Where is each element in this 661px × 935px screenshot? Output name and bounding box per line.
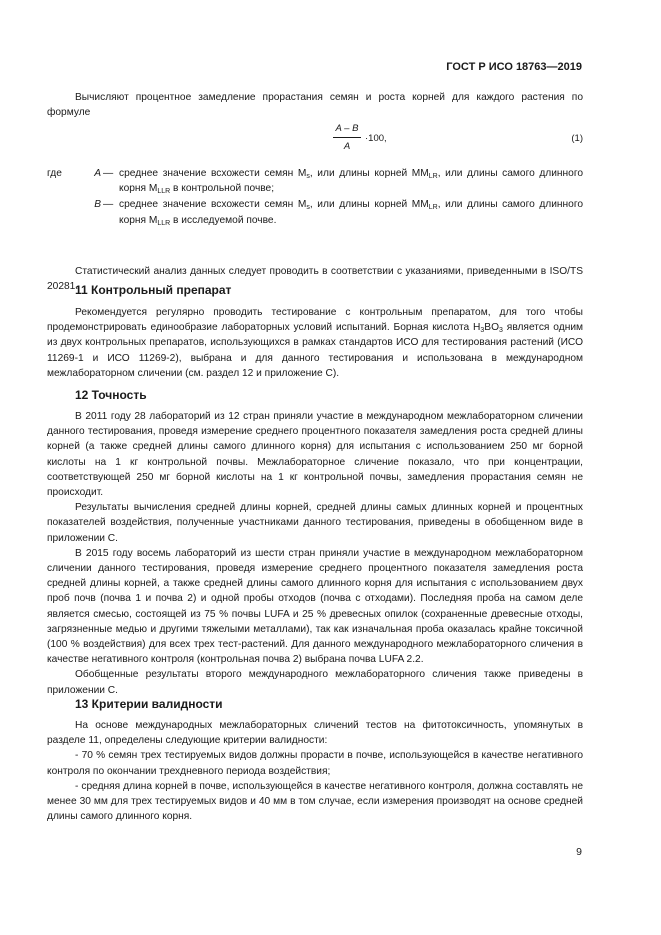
formula-fraction <box>333 123 361 153</box>
validity-criterion-2: - средняя длина корней в почве, использующейся в качестве негативного контроля, должна составлять не менее 30 мм для трех тестируемых видов и 40 мм в том случае, если измерения производят на основе средней длины самого длинного корня. <box>47 780 583 823</box>
definition-text: среднее значение всхожести семян $M_s$, или длины корней $MM_{LR}$, или длины самого длинного корня $M_{LLR}$ в исследуемой почве. <box>119 199 583 227</box>
formula-1 <box>47 123 583 155</box>
formula-multiplier: ·100, <box>365 133 387 144</box>
formula-number: (1) <box>571 133 583 144</box>
section-13-paragraph: На основе международных межлабораторных сличений тестов на фитотоксичность, упомянутых в разделе 11, определены следующие критерии валидности: <box>47 720 583 747</box>
section-12-paragraph-2: Результаты вычисления средней длины корней, средней длины самых длинных корней и процентных показателей воздействия, полученные участниками данного тестирования, приведены в обобщенном виде в приложении С. <box>47 502 583 544</box>
section-12-title: 12 Точность <box>75 388 147 402</box>
definition-symbol: B <box>94 199 101 211</box>
definition-a <box>47 166 583 196</box>
section-11-title: 11 Контрольный препарат <box>75 283 232 297</box>
section-13-title: 13 Критерии валидности <box>75 697 223 711</box>
definition-text: среднее значение всхожести семян $M_s$, или длины корней $MM_{LR}$, или длины самого длинного корня $M_{LLR}$ в контрольной почве; <box>119 168 583 196</box>
where-definitions <box>47 166 583 228</box>
stat-paragraph: Статистический анализ данных следует проводить в соответствии с указаниями, приведенными в ISO/TS 20281. <box>47 266 583 293</box>
section-13 <box>47 696 583 824</box>
intro-block <box>47 90 583 120</box>
validity-criterion-1: - 70 % семян трех тестируемых видов должны прорасти в почве, использующейся в качестве негативного контроля по окончании трехдневного периода воздействия; <box>47 750 583 777</box>
definition-symbol: A <box>94 168 101 179</box>
definition-b <box>47 197 583 227</box>
intro-paragraph: Вычисляют процентное замедление прорастания семян и роста корней для каждого растения по формуле <box>47 92 583 119</box>
formula-denominator: A <box>343 141 351 152</box>
section-12-paragraph-1: В 2011 году 28 лабораторий из 12 стран приняли участие в международном межлабораторном сличении данного тестирования, проведя измерение среднего процентного показателя замедления роста средней длины корней (а также средней длины самого длинного корня) для испытания с использованием 250 мг борной кислоты на 1 кг контрольной почвы. Межлабораторное сличение показало, что при концентрации, соответствующей 250 мг борной кислоты на 1 кг контрольной почвы, замедления прорастания семян не происходит. <box>47 411 583 499</box>
definition-dash: — <box>103 199 114 211</box>
page-number: 9 <box>576 846 582 858</box>
section-11-paragraph: Рекомендуется регулярно проводить тестирование с контрольным препаратом, для того чтобы продемонстрировать единообразие лабораторных условий испытаний. Борная кислота $H_3BO_3$ является одним из двух контрольных препаратов, использующихся в рамках стандартов ИСО для тестирования растений (ИСО 11269-1 и ИСО 11269-2), выбрана и для данного тестирования и использована в международном межлабораторном сличении (см. раздел 12 и приложение С). <box>47 307 584 379</box>
standard-header: ГОСТ Р ИСО 18763—2019 <box>446 61 582 73</box>
section-12-paragraph-3: В 2015 году восемь лабораторий из шести стран приняли участие в международном межлабораторном сличении данного тестирования, проведя измерение среднего процентного показателя замедления роста средней длины корней, а также средней длины самого длинного корня для испытания с использованием двух проб почв (почва 1 и почва 2) и одной пробы отходов (почва с отходами). Последняя проба на самом деле является смесью, состоящей из 75 % почвы LUFA и 25 % древесных опилок (сохраненные древесные отходы, загрязненные медью и другими тяжелыми металлами), так как изначальная проба оказалась крайне токсичной (100 % воздействия) для всех трех тест-растений. Для данного международного межлабораторного сличения в качестве негативного контроля (контрольная почва 2) выбрана почва LUFA 2.2. <box>47 547 583 666</box>
section-11 <box>47 282 583 381</box>
section-12 <box>47 387 583 698</box>
definition-dash: — <box>103 168 114 179</box>
section-12-paragraph-4: Обобщенные результаты второго международного межлабораторного сличения также приведены в приложении С. <box>47 669 583 696</box>
where-label: где <box>47 168 62 179</box>
formula-numerator: A – B <box>333 123 361 138</box>
